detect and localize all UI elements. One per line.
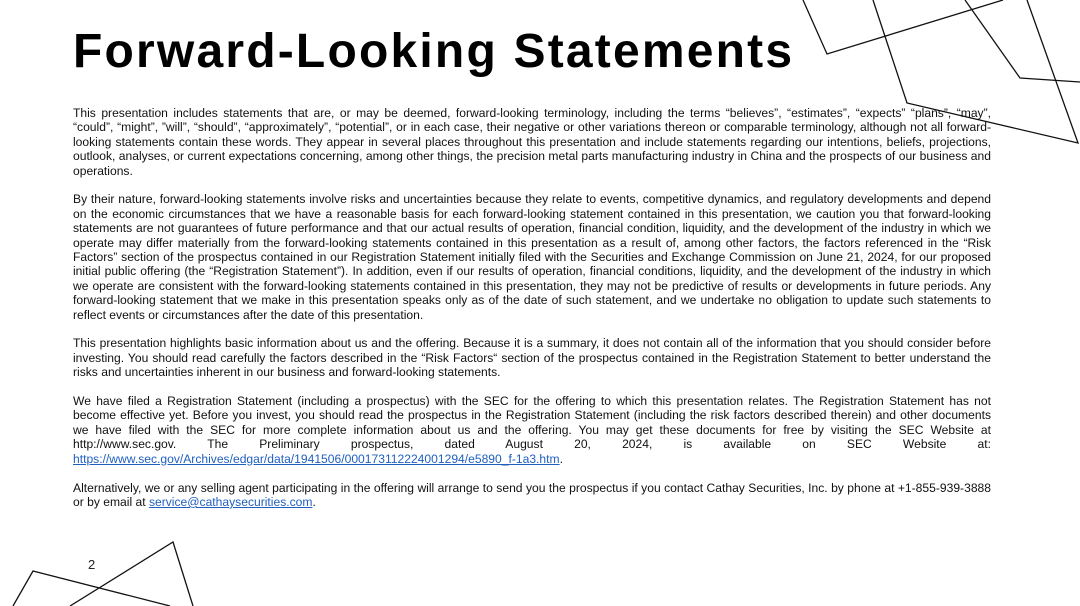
- page-number: 2: [88, 557, 96, 572]
- sec-prospectus-link[interactable]: https://www.sec.gov/Archives/edgar/data/1941506/000173112224001294/e5890_f-1a3.htm: [73, 451, 560, 466]
- paragraph-contact: [73, 481, 991, 510]
- paragraph: This presentation includes statements that are, or may be deemed, forward-looking terminology, including the terms “believes”, “estimates”, “expects” “plans”, “may”, “could”, “might”, ”will”, “should”, “approximately”, “potential”, or in each case, their negative or other variations thereon or comparable terminology, although not all forward-looking statements contain these words. They appear in several places throughout this presentation and include statements regarding our intentions, beliefs, projections, outlook, analyses, or current expectations concerning, among other things, the precision metal parts manufacturing industry in China and the prospects of our business and operations.: [73, 106, 991, 178]
- deco-line: [965, 0, 1080, 82]
- slide-title: Forward-Looking Statements: [73, 25, 795, 78]
- paragraph: By their nature, forward-looking statements involve risks and uncertainties because they relate to events, competitive dynamics, and regulatory developments and depend on the economic circumstances that we have a reasonable basis for each forward-looking statement contained in this presentation, we caution you that forward-looking statements are not guarantees of future performance and that our actual results of operation, financial condition, liquidity, and the development of the industry in which we operate may differ materially from the forward-looking statements contained in this presentation as a result of, among other factors, the factors referenced in the “Risk Factors” section of the prospectus contained in our Registration Statement initially filed with the Securities and Exchange Commission on June 21, 2024, for our proposed initial public offering (the “Registration Statement”). In addition, even if our results of operation, financial conditions, liquidity, and the development of the industry in which we operate are consistent with the forward-looking statements contained in this presentation, they may not be predictive of results or developments in future periods. Any forward-looking statement that we make in this presentation speaks only as of the date of such statement, and we undertake no obligation to update such statements to reflect events or circumstances after the date of this presentation.: [73, 192, 991, 322]
- paragraph-registration: [73, 394, 991, 466]
- deco-line: [803, 0, 1003, 54]
- slide-body: [73, 106, 991, 524]
- period: .: [559, 451, 563, 466]
- deco-line: [13, 571, 170, 606]
- paragraph-text: Alternatively, we or any selling agent participating in the offering will arrange to send you the prospectus if you contact Cathay Securities, Inc. by phone at +1-855-939-3888 or by email at: [73, 480, 991, 509]
- paragraph-text: We have filed a Registration Statement (including a prospectus) with the SEC for the offering to which this presentation relates. The Registration Statement has not become effective yet. Before you invest, you should read the prospectus in the Registration Statement (including the risk factors described therein) and other documents we have filed with the SEC for more complete information about us and the offering. You may get these documents for free by visiting the SEC Website at http://www.sec.gov. The Preliminary prospectus, dated August 20, 2024, is available on SEC Website at:: [73, 394, 991, 452]
- paragraph: This presentation highlights basic information about us and the offering. Because it is a summary, it does not contain all of the information that you should consider before investing. You should read carefully the factors described in the “Risk Factors“ section of the prospectus contained in the Registration Statement to better understand the risks and uncertainties inherent in our business and forward-looking statements.: [73, 336, 991, 380]
- period: .: [312, 494, 316, 509]
- email-link[interactable]: service@cathaysecurities.com: [148, 494, 313, 509]
